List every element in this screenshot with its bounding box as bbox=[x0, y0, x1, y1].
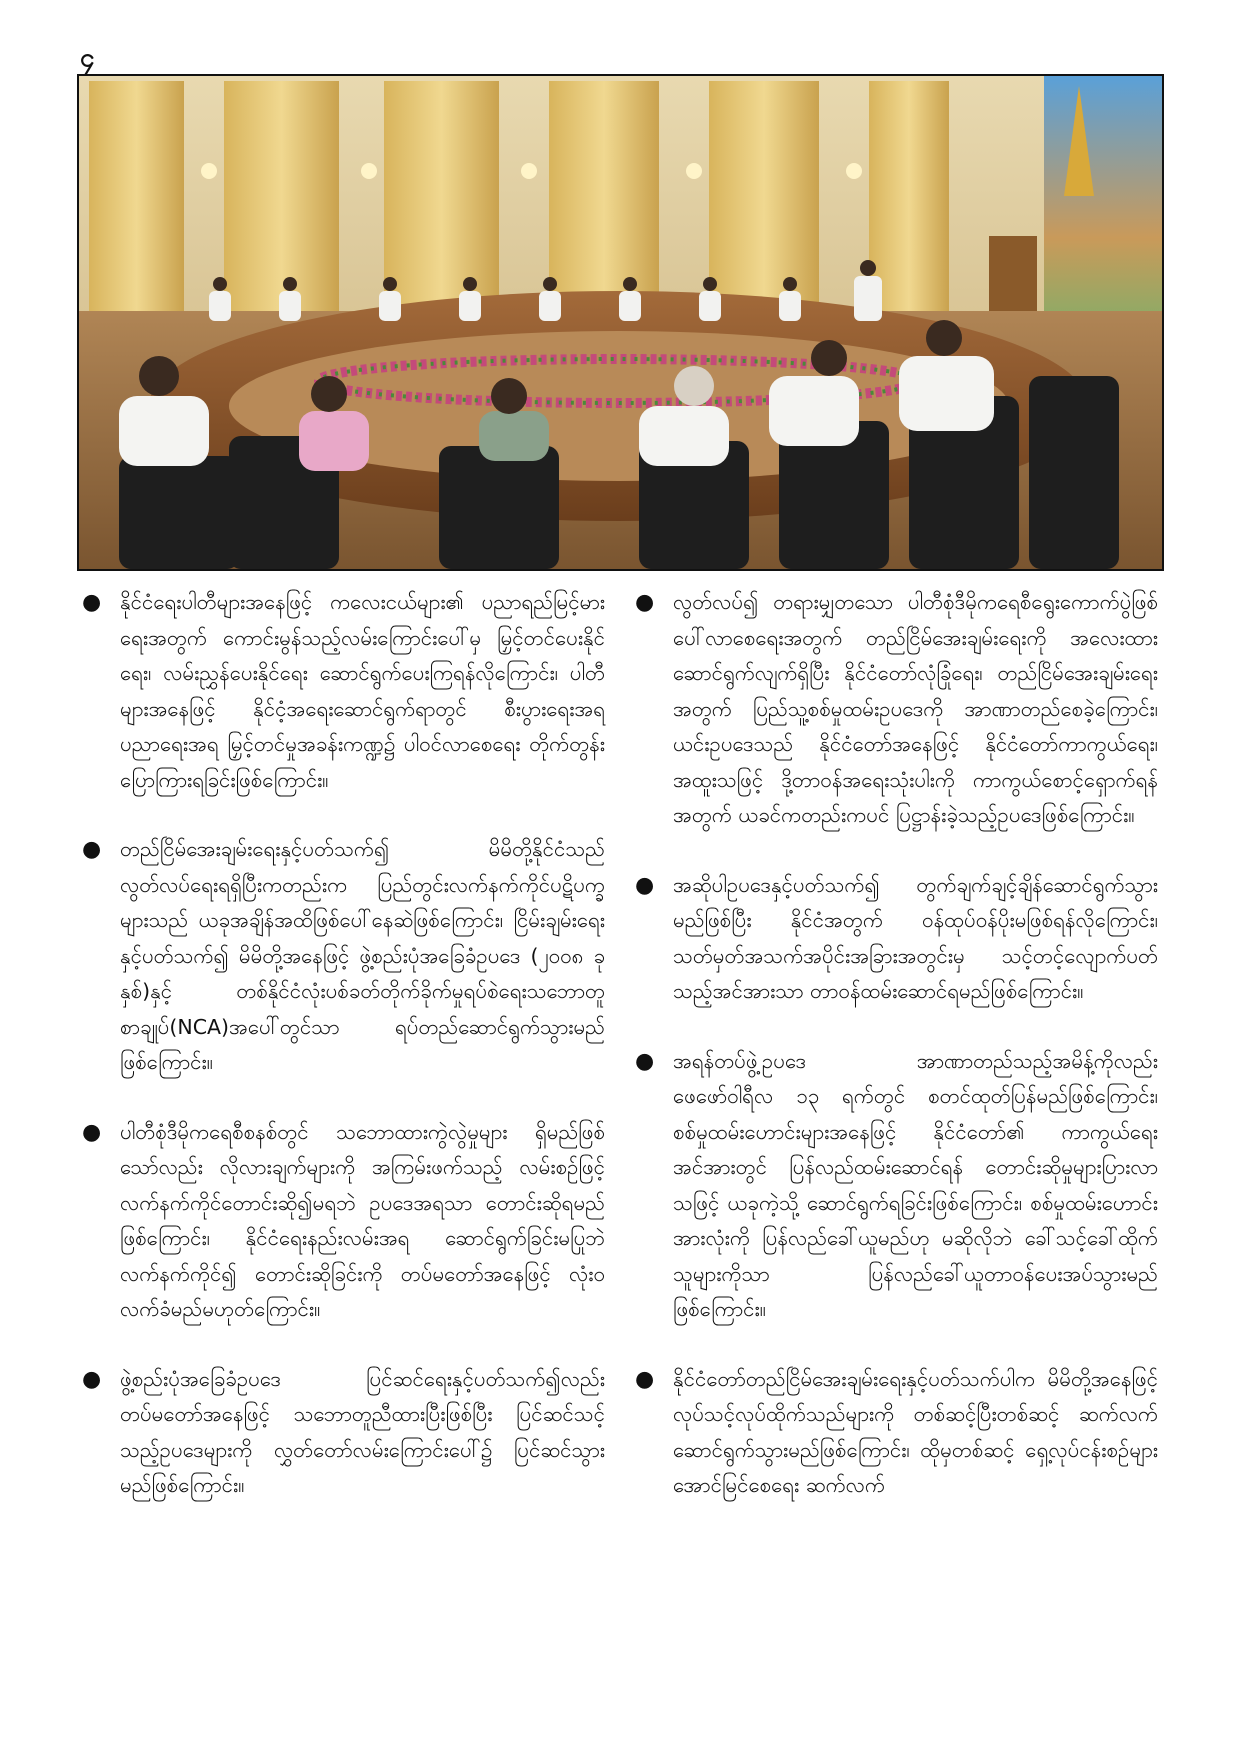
list-item bbox=[633, 1044, 1158, 1328]
bullet-icon: ● bbox=[635, 1366, 655, 1392]
list-item bbox=[80, 1115, 605, 1328]
list-item-text: ပါတီစုံဒီမိုကရေစီစနစ်တွင် သဘောထားကွဲလွဲမှုများ ရှိမည်ဖြစ်သော်လည်း လိုလားချက်များကို အကြမ်းဖက်သည့် လမ်းစဉ်ဖြင့် လက်နက်ကိုင်တောင်းဆို၍မရဘဲ ဥပဒေအရသာ တောင်းဆိုရမည်ဖြစ်ကြောင်း၊ နိုင်ငံရေးနည်းလမ်းအရ ဆောင်ရွက်ခြင်းမပြုဘဲလက်နက်ကိုင်၍ တောင်းဆိုခြင်းကို တပ်မတော်အနေဖြင့် လုံးဝလက်ခံမည်မဟုတ်ကြောင်း။ bbox=[120, 1119, 605, 1321]
right-column bbox=[633, 585, 1158, 1538]
list-item-text: အရန်တပ်ဖွဲ့ဥပဒေ အာဏာတည်သည့်အမိန့်ကိုလည်း ဖေဖော်ဝါရီလ ၁၃ ရက်တွင် စတင်ထုတ်ပြန်မည်ဖြစ်ကြောင်း၊ စစ်မှုထမ်းဟောင်းများအနေဖြင့် နိုင်ငံတော်၏ ကာကွယ်ရေးအင်အားတွင် ပြန်လည်ထမ်းဆောင်ရန် တောင်းဆိုမှုများပြားလာသဖြင့် ယခုကဲ့သို့ ဆောင်ရွက်ရခြင်းဖြစ်ကြောင်း၊ စစ်မှုထမ်းဟောင်းအားလုံးကို ပြန်လည်ခေါ်ယူမည်ဟု မဆိုလိုဘဲ ခေါ်သင့်ခေါ်ထိုက်သူများကိုသာ ပြန်လည်ခေါ်ယူတာဝန်ပေးအပ်သွားမည်ဖြစ်ကြောင်း။ bbox=[673, 1048, 1158, 1321]
bullet-icon: ● bbox=[82, 837, 102, 862]
meeting-photo bbox=[77, 74, 1164, 571]
list-item-text: ဖွဲ့စည်းပုံအခြေခံဥပဒေ ပြင်ဆင်ရေးနှင့်ပတ်သက်၍လည်း တပ်မတော်အနေဖြင့် သဘောတူညီထားပြီးဖြစ်ပြီး ပြင်ဆင်သင့်သည့်ဥပဒေများကို လွှတ်တော်လမ်းကြောင်းပေါ်၌ ပြင်ဆင်သွားမည်ဖြစ်ကြောင်း။ bbox=[120, 1366, 605, 1497]
bullet-icon: ● bbox=[82, 1366, 102, 1392]
page-number: ၄ bbox=[80, 43, 95, 73]
bullet-icon: ● bbox=[82, 1119, 102, 1145]
bullet-icon: ● bbox=[635, 590, 655, 615]
list-item bbox=[633, 1362, 1158, 1504]
list-item bbox=[633, 585, 1158, 834]
list-item-text: လွတ်လပ်၍ တရားမျှတသော ပါတီစုံဒီမိုကရေစီရွေးကောက်ပွဲဖြစ်ပေါ်လာစေရေးအတွက် တည်ငြိမ်အေးချမ်းရေးကို အလေးထားဆောင်ရွက်လျက်ရှိပြီး နိုင်ငံတော်လုံခြုံရေး၊ တည်ငြိမ်အေးချမ်းရေးအတွက် ပြည်သူ့စစ်မှုထမ်းဥပဒေကို အာဏာတည်စေခဲ့ကြောင်း၊ ယင်းဥပဒေသည် နိုင်ငံတော်အနေဖြင့် နိုင်ငံတော်ကာကွယ်ရေး၊ အထူးသဖြင့် ဒို့တာဝန်အရေးသုံးပါးကို ကာကွယ်စောင့်ရှောက်ရန်အတွက် ယခင်ကတည်းကပင် ပြဋ္ဌာန်းခဲ့သည့်ဥပဒေဖြစ်ကြောင်း။ bbox=[673, 590, 1158, 827]
list-item bbox=[80, 832, 605, 1081]
bullet-icon: ● bbox=[82, 590, 102, 615]
left-column bbox=[80, 585, 605, 1538]
list-item-text: နိုင်ငံရေးပါတီများအနေဖြင့် ကလေးငယ်များ၏ ပညာရည်မြင့်မားရေးအတွက် ကောင်းမွန်သည့်လမ်းကြောင်းပေါ်မှ မြှင့်တင်ပေးနိုင်ရေး၊ လမ်းညွှန်ပေးနိုင်ရေး ဆောင်ရွက်ပေးကြရန်လိုကြောင်း၊ ပါတီများအနေဖြင့် နိုင်ငံ့အရေးဆောင်ရွက်ရာတွင် စီးပွားရေးအရ ပညာရေးအရ မြှင့်တင်မှုအခန်းကဏ္ဍ၌ ပါဝင်လာစေရေး တိုက်တွန်းပြောကြားရခြင်းဖြစ်ကြောင်း။ bbox=[120, 590, 605, 792]
list-item-text: တည်ငြိမ်အေးချမ်းရေးနှင့်ပတ်သက်၍ မိမိတို့နိုင်ငံသည်လွတ်လပ်ရေးရရှိပြီးကတည်းက ပြည်တွင်းလက်နက်ကိုင်ပဋိပက္ခများသည် ယခုအချိန်အထိဖြစ်ပေါ်နေဆဲဖြစ်ကြောင်း၊ ငြိမ်းချမ်းရေးနှင့်ပတ်သက်၍ မိမိတို့အနေဖြင့် ဖွဲ့စည်းပုံအခြေခံဥပဒေ (၂၀၀၈ ခုနှစ်)နှင့် တစ်နိုင်ငံလုံးပစ်ခတ်တိုက်ခိုက်မှုရပ်စဲရေးသဘောတူစာချုပ်(NCA)အပေါ်တွင်သာ ရပ်တည်ဆောင်ရွက်သွားမည်ဖြစ်ကြောင်း။ bbox=[120, 837, 605, 1074]
photo-meeting-room-icon bbox=[79, 76, 1162, 569]
list-item bbox=[633, 868, 1158, 1010]
list-item-text: အဆိုပါဥပဒေနှင့်ပတ်သက်၍ တွက်ချက်ချင့်ချိန်ဆောင်ရွက်သွားမည်ဖြစ်ပြီး နိုင်ငံအတွက် ဝန်ထုပ်ဝန်ပိုးမဖြစ်ရန်လိုကြောင်း၊ သတ်မှတ်အသက်အပိုင်းအခြားအတွင်းမှ သင့်တင့်လျောက်ပတ်သည့်အင်အားသာ တာဝန်ထမ်းဆောင်ရမည်ဖြစ်ကြောင်း။ bbox=[673, 872, 1158, 1003]
bullet-icon: ● bbox=[635, 872, 655, 898]
list-item bbox=[80, 585, 605, 798]
list-item bbox=[80, 1362, 605, 1504]
bullet-icon: ● bbox=[635, 1048, 655, 1074]
list-item-text: နိုင်ငံတော်တည်ငြိမ်အေးချမ်းရေးနှင့်ပတ်သက်ပါက မိမိတို့အနေဖြင့် လုပ်သင့်လုပ်ထိုက်သည်များကို တစ်ဆင့်ပြီးတစ်ဆင့် ဆက်လက်ဆောင်ရွက်သွားမည်ဖြစ်ကြောင်း၊ ထိုမှတစ်ဆင့် ရှေ့လုပ်ငန်းစဉ်များ အောင်မြင်စေရေး ဆက်လက် bbox=[673, 1366, 1158, 1497]
